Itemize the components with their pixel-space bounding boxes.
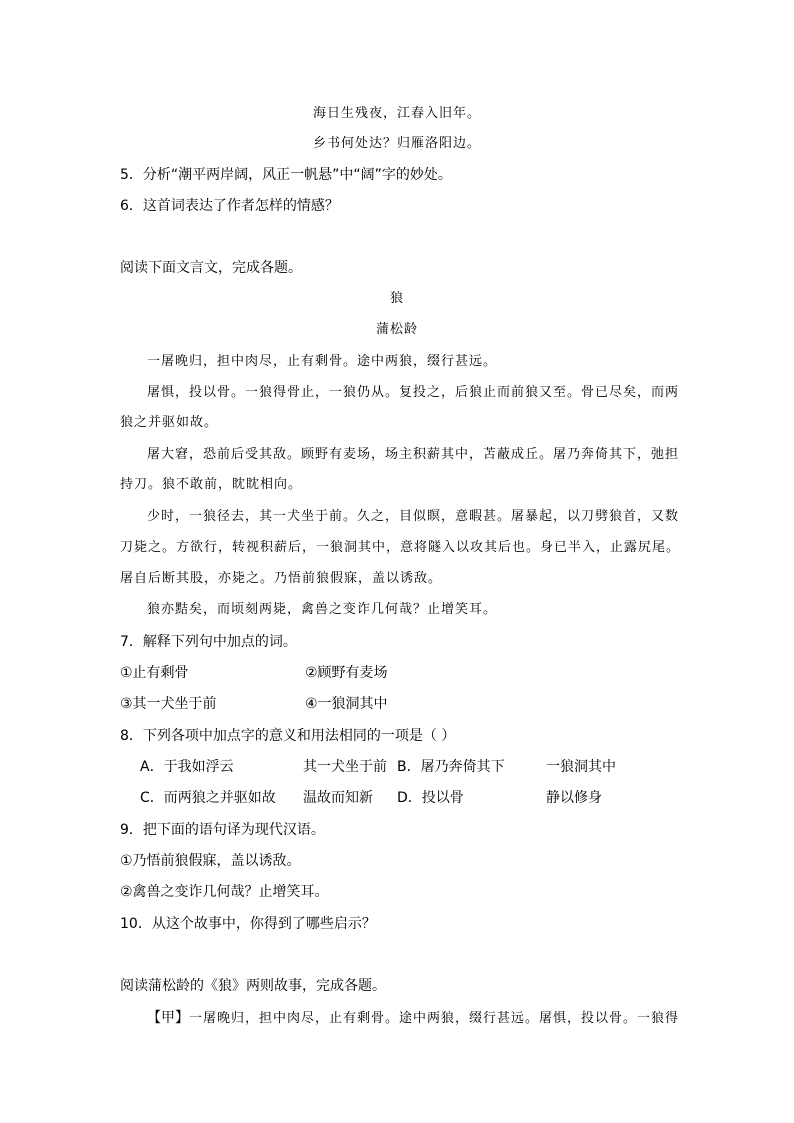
question-8-option-b-compare: 一狼洞其中 [546, 759, 616, 775]
question-8-option-a: A．于我如浮云 [140, 759, 234, 775]
passage-author: 蒲松龄 [375, 322, 418, 337]
poem-line-1: 海日生残夜，江春入旧年。 [312, 106, 481, 121]
question-7-item: ①止有剩骨 [120, 665, 189, 681]
question-10: 10．从这个故事中，你得到了哪些启示？ [120, 916, 376, 932]
question-7: 7．解释下列句中加点的词。 [120, 634, 297, 650]
passage-paragraph: 少时，一狼径去，其一犬坐于前。久之，目似瞑，意暇甚。屠暴起，以刀劈狼首，又数 [147, 509, 680, 524]
question-9-item: ②禽兽之变诈几何哉？止增笑耳。 [120, 884, 329, 900]
passage-paragraph: 刀毙之。方欲行，转视积薪后，一狼洞其中，意将隧入以攻其后也。身已半入，止露尻尾。 [120, 540, 681, 555]
passage-paragraph: 屠大窘，恐前后受其敌。顾野有麦场，场主积薪其中，苫蔽成丘。屠乃奔倚其下，弛担 [147, 447, 680, 462]
passage-paragraph: 狼之并驱如故。 [120, 415, 219, 430]
question-7-item: ②顾野有麦场 [305, 665, 388, 681]
question-8-option-d: D．投以骨 [397, 790, 464, 806]
question-8-option-c: C．而两狼之并驱如故 [140, 790, 276, 806]
passage-jia [147, 1008, 679, 1029]
question-8-option-b: B．屠乃奔倚其下 [397, 759, 505, 775]
section3-intro: 阅读蒲松龄的《狼》两则故事，完成各题。 [120, 978, 386, 994]
passage-title: 狼 [389, 291, 404, 306]
passage-paragraph: 一屠晚归，担中肉尽，止有剩骨。途中两狼，缀行甚远。 [147, 354, 498, 369]
passage-paragraph: 狼亦黠矣，而顷刻两毙，禽兽之变诈几何哉？止增笑耳。 [147, 602, 498, 617]
question-8-option-a-compare: 其一犬坐于前 [303, 759, 387, 775]
question-7-item: ④一狼洞其中 [305, 696, 388, 712]
question-8: 8．下列各项中加点字的意义和用法相同的一项是（ ） [120, 728, 456, 744]
question-5: 5．分析“潮平两岸阔，风正一帆悬”中“阔”字的妙处。 [120, 167, 452, 183]
passage-jia-text: 一屠晚归，担中肉尽，止有剩骨。途中两狼，缀行甚远。屠惧，投以骨。一狼得 [189, 1011, 680, 1026]
passage-jia-label: 【甲】 [147, 1010, 189, 1026]
question-6: 6．这首词表达了作者怎样的情感？ [120, 198, 339, 214]
passage-paragraph: 屠惧，投以骨。一狼得骨止，一狼仍从。复投之，后狼止而前狼又至。骨已尽矣，而两 [147, 385, 680, 400]
passage-paragraph: 持刀。狼不敢前，眈眈相向。 [120, 477, 303, 492]
question-9-item: ①乃悟前狼假寐，盖以诱敌。 [120, 853, 301, 869]
question-8-option-c-compare: 温故而知新 [303, 790, 373, 806]
question-8-option-d-compare: 静以修身 [546, 790, 602, 806]
question-7-item: ③其一犬坐于前 [120, 696, 217, 712]
poem-line-2: 乡书何处达？归雁洛阳边。 [312, 136, 481, 151]
question-9: 9．把下面的语句译为现代汉语。 [120, 822, 325, 838]
section2-intro: 阅读下面文言文，完成各题。 [120, 260, 302, 276]
passage-paragraph: 屠自后断其股，亦毙之。乃悟前狼假寐，盖以诱敌。 [120, 571, 443, 586]
